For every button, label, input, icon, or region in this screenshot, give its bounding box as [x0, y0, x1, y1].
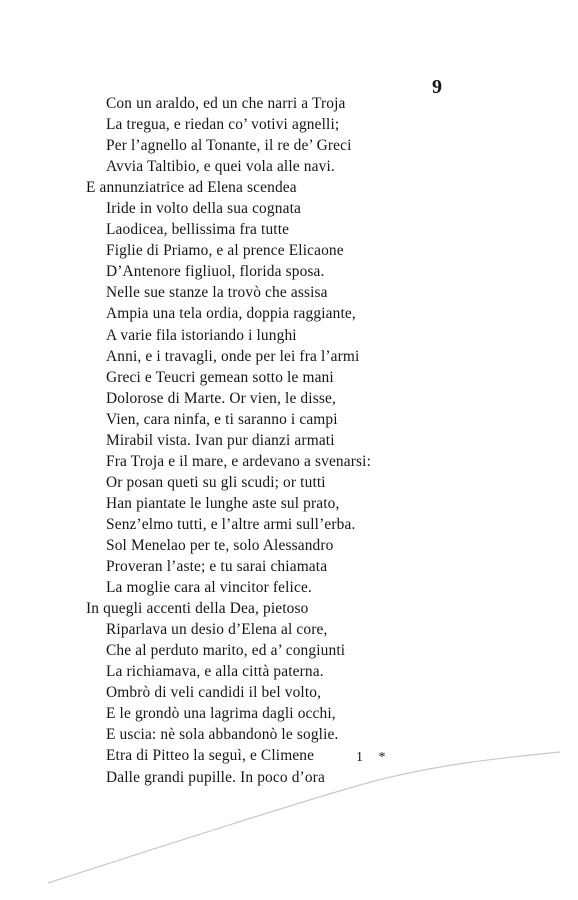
verse-line: La moglie cara al vincitor felice. — [106, 579, 312, 597]
verse-line: Vien, cara ninfa, e ti saranno i campi — [106, 410, 338, 428]
verse-line: A varie fila istoriando i lunghi — [106, 326, 297, 344]
verse-line: Fra Troja e il mare, e ardevano a svenarsi: — [106, 452, 372, 470]
verse-line: Mirabil vista. Ivan pur dianzi armati — [106, 431, 335, 449]
verse-line: Con un araldo, ed un che narri a Troja — [106, 95, 346, 112]
verse-line: Laodicea, bellissima fra tutte — [106, 221, 290, 239]
verse-line: Avvia Taltibio, e quei vola alle navi. — [106, 158, 335, 176]
verse-line: Che al perduto marito, ed a’ congiunti — [106, 642, 346, 660]
verse-line: In quegli accenti della Dea, pietoso — [86, 600, 309, 618]
verse-line: D’Antenore figliuol, florida sposa. — [106, 263, 325, 281]
verse-line: La tregua, e riedan co’ votivi agnelli; — [106, 116, 340, 134]
verse-line: Nelle sue stanze la trovò che assisa — [106, 284, 328, 302]
verse-line: Ampia una tela ordia, doppia raggiante, — [106, 305, 356, 323]
verse-line: Sol Menelao per te, solo Alessandro — [106, 536, 334, 554]
verse-line: Riparlava un desio d’Elena al core, — [106, 621, 328, 639]
verse-line: Or posan queti su gli scudi; or tutti — [106, 473, 326, 491]
verse-line: Anni, e i travagli, onde per lei fra l’armi — [106, 347, 360, 365]
verse-line: Etra di Pitteo la seguì, e Climene — [106, 747, 315, 765]
verse-line: Per l’agnello al Tonante, il re de’ Greci — [106, 137, 352, 155]
verse-line: Dalle grandi pupille. In poco d’ora — [106, 768, 325, 786]
verse-line: Iride in volto della sua cognata — [106, 200, 301, 218]
verse-line: La richiamava, e alla città paterna. — [106, 663, 324, 681]
page-number: 9 — [432, 76, 442, 98]
verse-line: Proveran l’aste; e tu sarai chiamata — [106, 558, 328, 576]
verse-line: Dolorose di Marte. Or vien, le disse, — [106, 389, 336, 407]
printer-signature: 1 * — [356, 750, 392, 765]
verse-line: E annunziatrice ad Elena scendea — [86, 179, 297, 197]
verse-line: E uscia: nè sola abbandonò le soglie. — [106, 726, 339, 744]
verse-line: Figlie di Priamo, e al prence Elicaone — [106, 242, 344, 260]
verse-line: E le grondò una lagrima dagli occhi, — [106, 705, 336, 723]
verse-line: Senz’elmo tutti, e l’altre armi sull’erba. — [106, 515, 356, 533]
verse-line: Ombrò di veli candidi il bel volto, — [106, 684, 322, 702]
verse-line: Han piantate le lunghe aste sul prato, — [106, 494, 340, 512]
verse-line: Greci e Teucri gemean sotto le mani — [106, 368, 334, 386]
